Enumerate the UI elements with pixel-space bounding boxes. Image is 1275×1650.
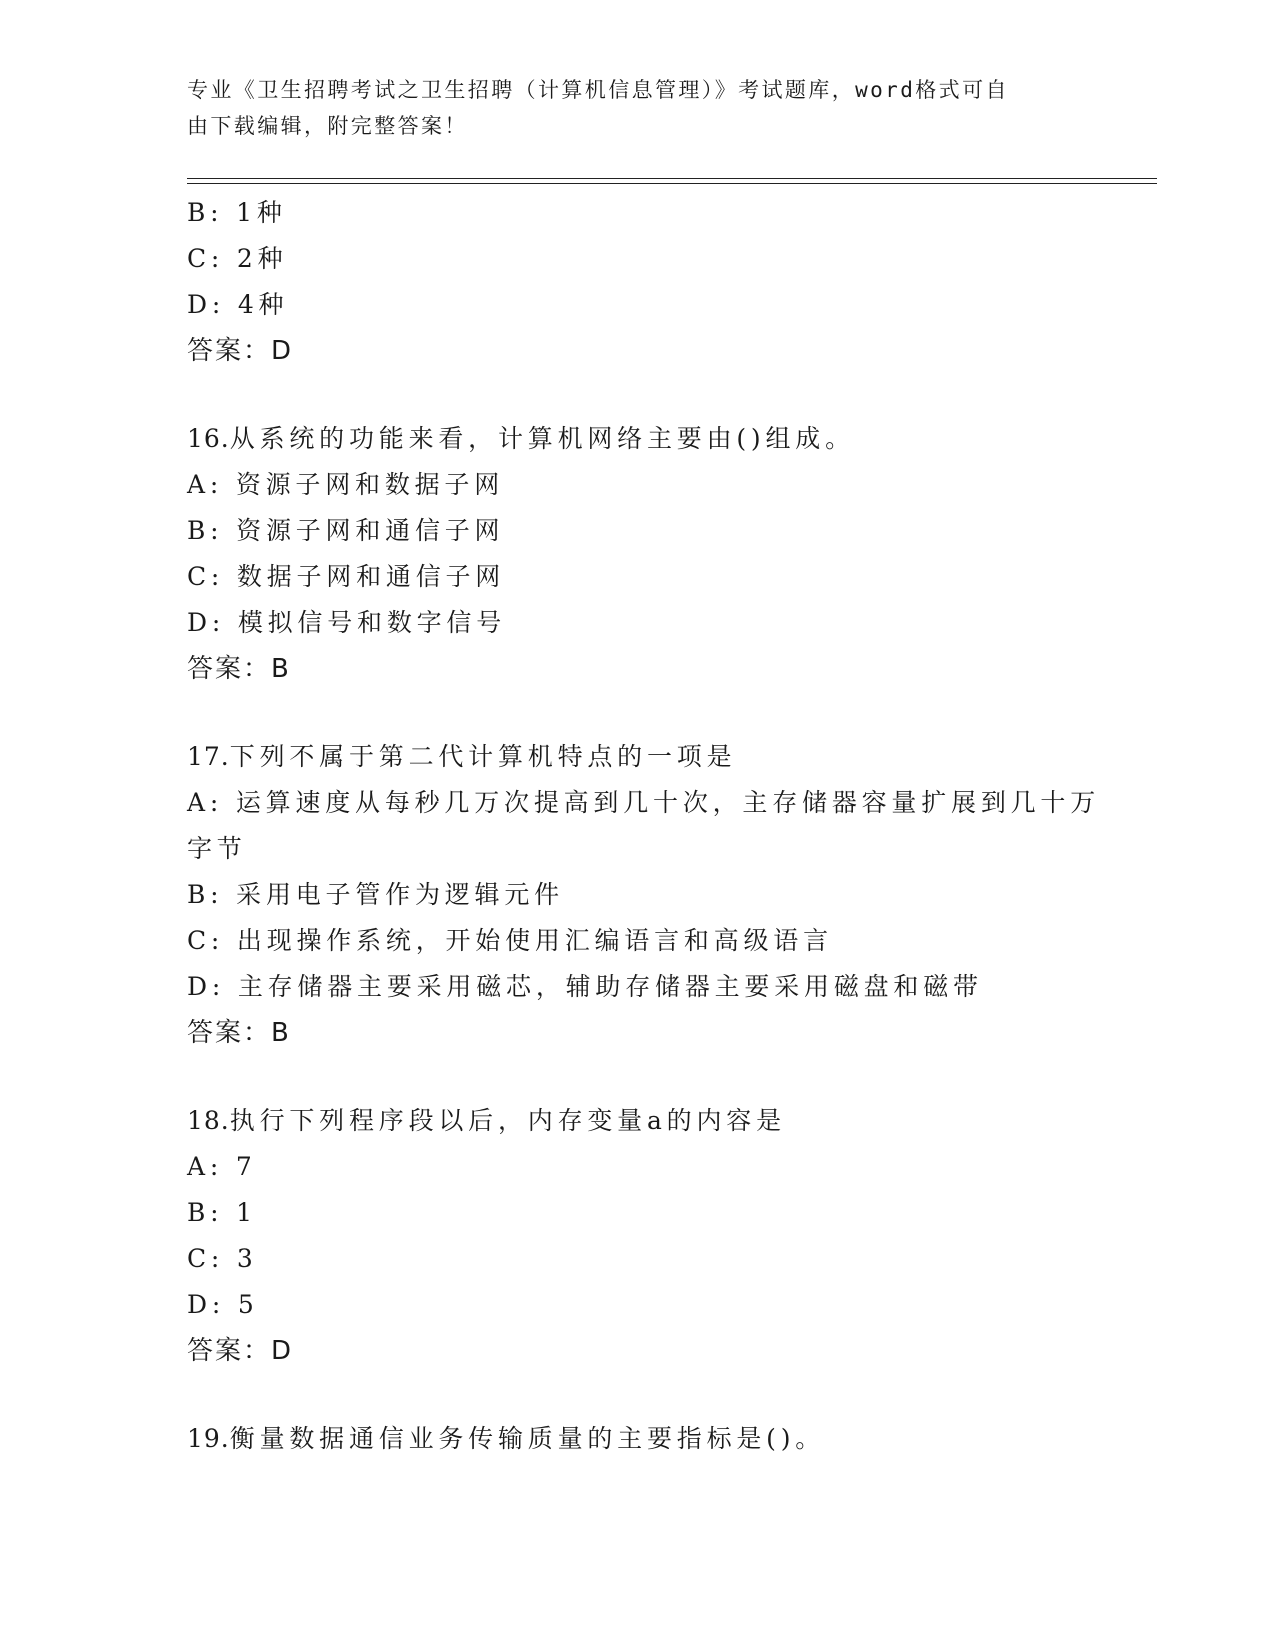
option-label: D: xyxy=(187,290,226,319)
option-text: 1种 xyxy=(236,198,287,227)
option-b xyxy=(187,1190,1087,1236)
header-line-2: 由下载编辑，附完整答案！ xyxy=(187,114,468,138)
option-d xyxy=(187,964,1087,1010)
question-text xyxy=(187,416,1087,462)
question-19 xyxy=(187,1416,1087,1462)
question-text xyxy=(187,1416,1087,1462)
question-number: 16. xyxy=(187,424,230,453)
option-b xyxy=(187,872,1087,918)
option-label: B: xyxy=(187,198,224,227)
option-label: A: xyxy=(187,470,224,499)
option-d xyxy=(187,600,1087,646)
option-b xyxy=(187,190,1087,236)
option-label: C: xyxy=(187,244,225,273)
header-line-1: 专业《卫生招聘考试之卫生招聘（计算机信息管理）》考试题库，word格式可自 xyxy=(187,78,1009,102)
answer-line: 答案：B xyxy=(187,1018,291,1048)
option-label: C: xyxy=(187,926,225,955)
option-text: 7 xyxy=(235,1152,257,1181)
option-a xyxy=(187,462,1087,508)
option-c xyxy=(187,236,1087,282)
option-d xyxy=(187,282,1087,328)
answer-line: 答案：B xyxy=(187,654,291,684)
option-a xyxy=(187,780,1101,826)
option-text: 采用电子管作为逻辑元件 xyxy=(236,880,564,909)
option-text: 资源子网和通信子网 xyxy=(236,516,505,545)
option-label: B: xyxy=(187,516,224,545)
question-stem: 从系统的功能来看，计算机网络主要由()组成。 xyxy=(229,424,855,453)
option-text: 出现操作系统，开始使用汇编语言和高级语言 xyxy=(236,926,833,955)
question-stem: 衡量数据通信业务传输质量的主要指标是()。 xyxy=(229,1424,826,1453)
option-label: C: xyxy=(187,562,225,591)
answer-line: 答案：D xyxy=(187,1336,294,1366)
option-text: 资源子网和数据子网 xyxy=(235,470,505,499)
answer-line: 答案：D xyxy=(187,336,294,366)
option-c xyxy=(187,1236,1087,1282)
option-label: D: xyxy=(187,1290,226,1319)
option-text: 数据子网和通信子网 xyxy=(236,562,506,591)
question-text xyxy=(187,734,1087,780)
question-number: 18. xyxy=(187,1106,230,1135)
option-a-continued: 字节 xyxy=(187,834,247,863)
option-label: B: xyxy=(187,880,224,909)
question-number: 17. xyxy=(187,742,230,771)
question-18 xyxy=(187,1098,1087,1374)
option-text: 2种 xyxy=(236,244,288,273)
option-text: 4种 xyxy=(237,290,289,319)
option-text: 运算速度从每秒几万次提高到几十次，主存储器容量扩展到几十万 xyxy=(235,788,1101,817)
option-c xyxy=(187,918,1087,964)
option-d xyxy=(187,1282,1087,1328)
option-c xyxy=(187,554,1087,600)
option-label: D: xyxy=(187,972,226,1001)
header-divider-top xyxy=(187,178,1157,179)
option-label: C: xyxy=(187,1244,225,1273)
option-b xyxy=(187,508,1087,554)
option-a xyxy=(187,1144,1087,1190)
option-text: 1 xyxy=(236,1198,257,1227)
document-header xyxy=(187,72,1067,144)
question-15-continued xyxy=(187,190,1087,374)
option-text: 3 xyxy=(236,1244,258,1273)
option-label: B: xyxy=(187,1198,224,1227)
option-text: 主存储器主要采用磁芯，辅助存储器主要采用磁盘和磁带 xyxy=(237,972,983,1001)
question-text xyxy=(187,1098,1087,1144)
option-label: A: xyxy=(187,788,224,817)
option-label: D: xyxy=(187,608,226,637)
option-text: 模拟信号和数字信号 xyxy=(237,608,507,637)
question-list xyxy=(187,190,1101,1462)
question-16 xyxy=(187,416,1087,692)
option-label: A: xyxy=(187,1152,224,1181)
question-17 xyxy=(187,734,1101,1056)
header-divider-bottom xyxy=(187,183,1157,184)
question-number: 19. xyxy=(187,1424,230,1453)
question-stem: 下列不属于第二代计算机特点的一项是 xyxy=(229,742,737,771)
option-text: 5 xyxy=(237,1290,259,1319)
question-stem: 执行下列程序段以后，内存变量a的内容是 xyxy=(229,1106,786,1135)
